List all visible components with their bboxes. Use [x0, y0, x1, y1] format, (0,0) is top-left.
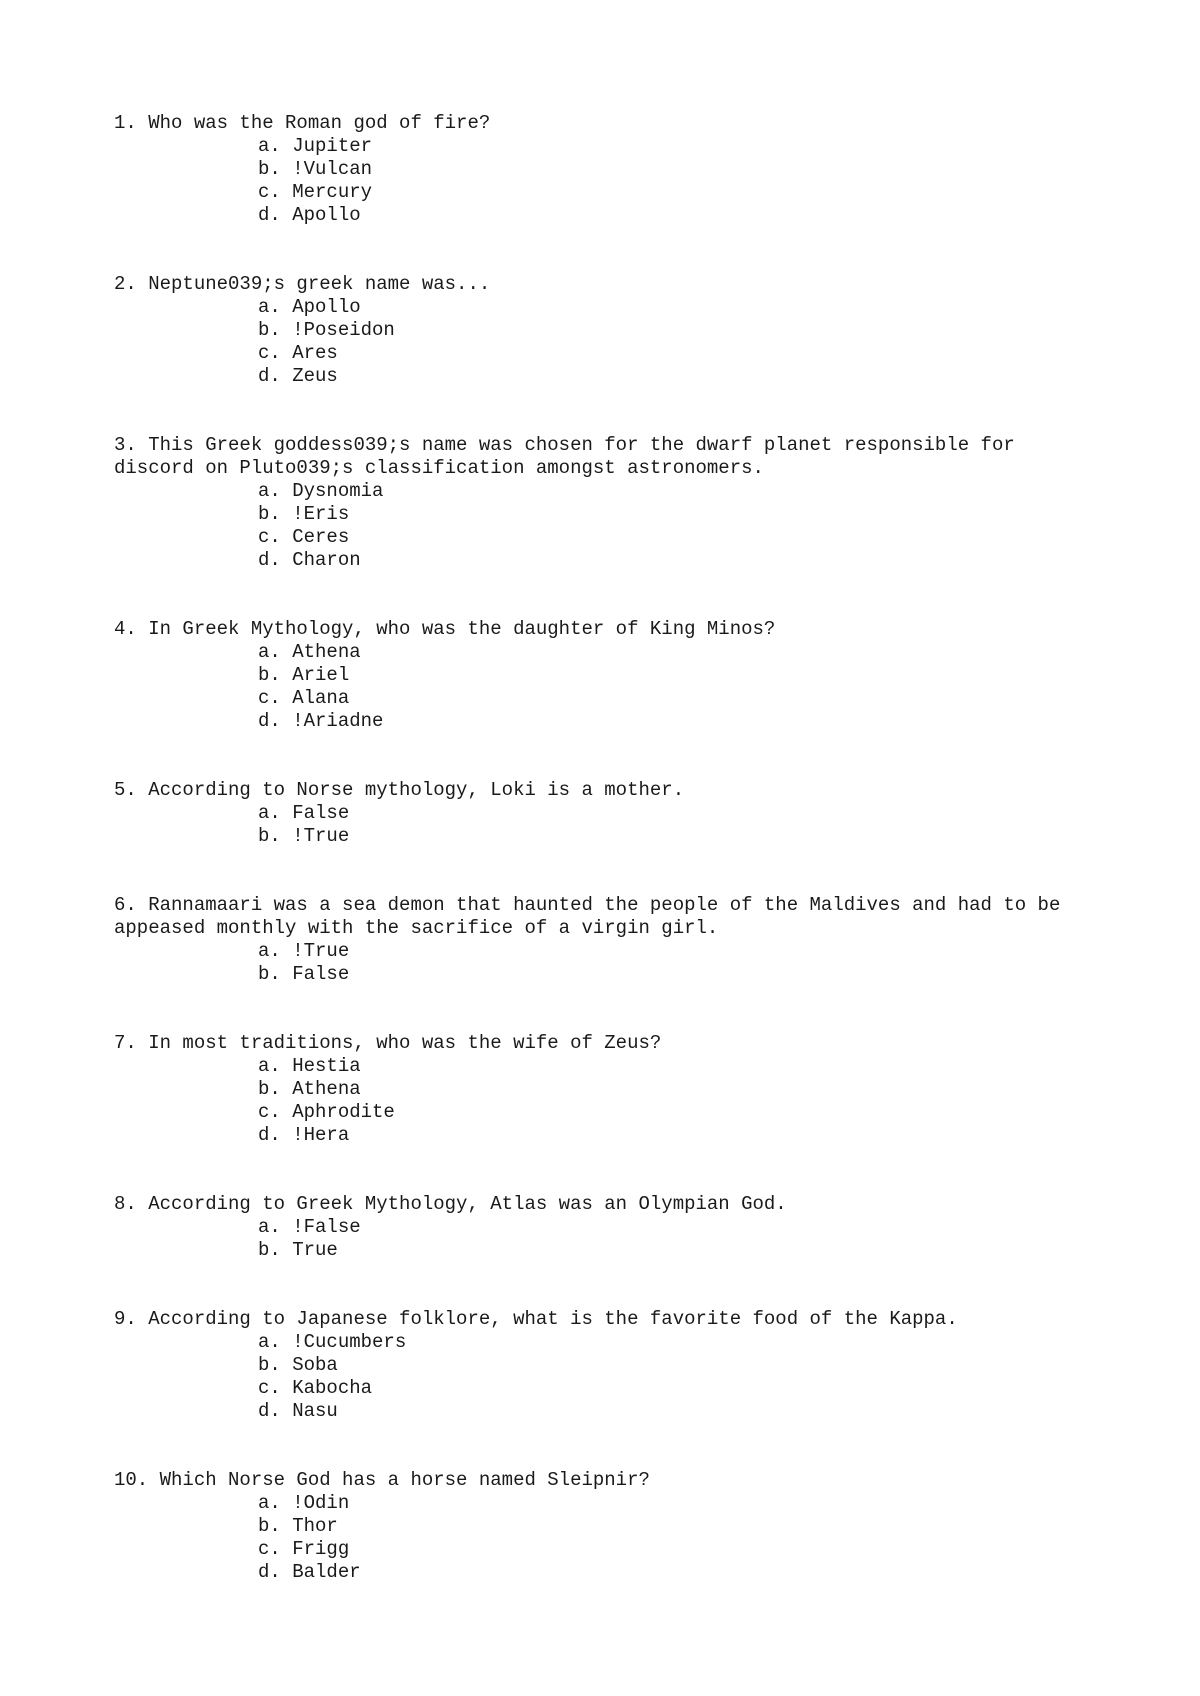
question-item — [114, 1469, 1094, 1584]
question-text: 5. According to Norse mythology, Loki is a mother. — [114, 779, 685, 801]
question-item — [114, 1308, 1094, 1423]
answer-option: d. Nasu — [258, 1400, 338, 1422]
answer-options — [114, 296, 1094, 388]
answer-option: b. Ariel — [258, 664, 350, 686]
answer-option: c. Mercury — [258, 181, 373, 203]
question-item — [114, 618, 1094, 733]
answer-option: a. False — [258, 802, 350, 824]
question-item — [114, 434, 1094, 572]
answer-options — [114, 641, 1094, 733]
answer-option: c. Alana — [258, 687, 350, 709]
answer-option: c. Frigg — [258, 1538, 350, 1560]
answer-option: a. Hestia — [258, 1055, 361, 1077]
answer-option: c. Kabocha — [258, 1377, 373, 1399]
answer-option: c. Aphrodite — [258, 1101, 395, 1123]
question-item — [114, 273, 1094, 388]
quiz-list — [114, 112, 1094, 1584]
answer-option: b. !Vulcan — [258, 158, 373, 180]
question-item — [114, 779, 1094, 848]
answer-option: a. Jupiter — [258, 135, 373, 157]
answer-option: a. !False — [258, 1216, 361, 1238]
answer-options — [114, 1055, 1094, 1147]
answer-options — [114, 940, 1094, 986]
answer-option: b. True — [258, 1239, 338, 1261]
answer-option: b. Soba — [258, 1354, 338, 1376]
answer-option: c. Ceres — [258, 526, 350, 548]
answer-options — [114, 1331, 1094, 1423]
answer-option: b. Athena — [258, 1078, 361, 1100]
answer-options — [114, 1216, 1094, 1262]
question-text: 4. In Greek Mythology, who was the daughter of King Minos? — [114, 618, 776, 640]
answer-option: a. Athena — [258, 641, 361, 663]
answer-options — [114, 135, 1094, 227]
answer-option: c. Ares — [258, 342, 338, 364]
answer-option: a. !Cucumbers — [258, 1331, 407, 1353]
answer-options — [114, 802, 1094, 848]
answer-option: d. Charon — [258, 549, 361, 571]
answer-option: d. Apollo — [258, 204, 361, 226]
answer-option: d. Balder — [258, 1561, 361, 1583]
question-item — [114, 894, 1094, 986]
answer-option: b. !Poseidon — [258, 319, 395, 341]
answer-option: b. False — [258, 963, 350, 985]
question-text: 10. Which Norse God has a horse named Sleipnir? — [114, 1469, 650, 1491]
answer-option: b. Thor — [258, 1515, 338, 1537]
question-text: 2. Neptune039;s greek name was... — [114, 273, 491, 295]
answer-options — [114, 480, 1094, 572]
question-item — [114, 1193, 1094, 1262]
answer-option: a. !True — [258, 940, 350, 962]
answer-option: a. Apollo — [258, 296, 361, 318]
answer-option: b. !True — [258, 825, 350, 847]
answer-option: a. !Odin — [258, 1492, 350, 1514]
question-item — [114, 112, 1094, 227]
answer-option: d. !Hera — [258, 1124, 350, 1146]
question-text: 9. According to Japanese folklore, what is the favorite food of the Kappa. — [114, 1308, 958, 1330]
question-text: 7. In most traditions, who was the wife of Zeus? — [114, 1032, 662, 1054]
answer-option: b. !Eris — [258, 503, 350, 525]
question-text: 3. This Greek goddess039;s name was chosen for the dwarf planet responsible for discord on Pluto039;s classification amongst astronomers. — [114, 434, 1027, 479]
question-text: 6. Rannamaari was a sea demon that haunted the people of the Maldives and had to be appeased monthly with the sacrifice of a virgin girl. — [114, 894, 1072, 939]
question-text: 1. Who was the Roman god of fire? — [114, 112, 491, 134]
answer-option: d. !Ariadne — [258, 710, 384, 732]
answer-option: a. Dysnomia — [258, 480, 384, 502]
answer-option: d. Zeus — [258, 365, 338, 387]
question-text: 8. According to Greek Mythology, Atlas was an Olympian God. — [114, 1193, 787, 1215]
question-item — [114, 1032, 1094, 1147]
answer-options — [114, 1492, 1094, 1584]
